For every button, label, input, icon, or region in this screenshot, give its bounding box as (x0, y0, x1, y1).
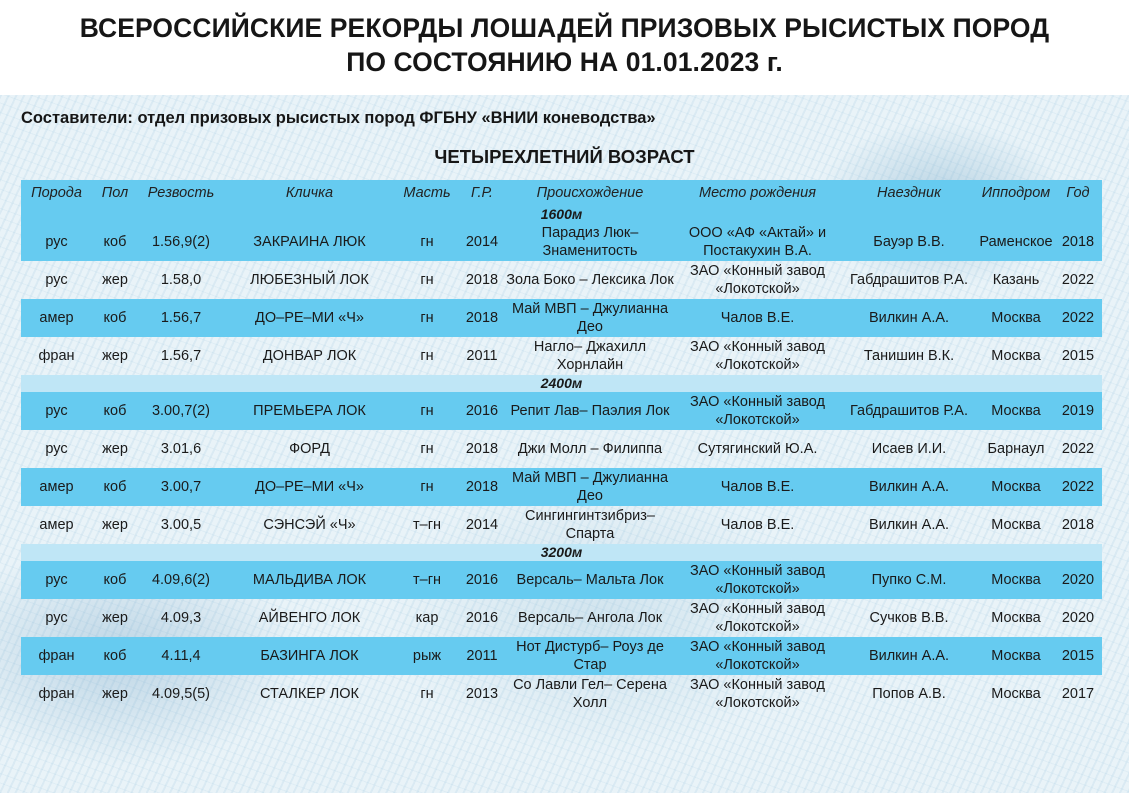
cell-hippodrome: Казань (992, 272, 1040, 288)
header-birthplace: Место рождения (675, 180, 840, 206)
cell-year: 2022 (1054, 468, 1102, 506)
cell-year: 2022 (1061, 441, 1095, 457)
cell-pedigree: Репит Лав– Паэлия Лок (505, 392, 675, 430)
cell-sex: коб (92, 299, 138, 337)
cell-name: ЛЮБЕЗНЫЙ ЛОК (250, 272, 369, 288)
cell-time: 1.56,7 (160, 348, 202, 364)
cell-birth-year: 2016 (459, 392, 505, 430)
header-color: Масть (395, 180, 459, 206)
cell-breed: фран (21, 637, 92, 675)
cell-birth-year: 2014 (459, 223, 505, 261)
cell-time: 3.00,7 (138, 468, 224, 506)
cell-birthplace: ЗАО «Конный завод «Локотской» (689, 339, 826, 373)
table-row (21, 337, 1102, 375)
cell-hippodrome: Москва (978, 561, 1054, 599)
cell-year: 2015 (1061, 348, 1095, 364)
cell-sex: жер (102, 610, 128, 626)
cell-hippodrome: Москва (991, 348, 1041, 364)
cell-time: 4.09,6(2) (138, 561, 224, 599)
table-row (21, 637, 1102, 675)
cell-name: ДО–РЕ–МИ «Ч» (224, 468, 395, 506)
table-row (21, 392, 1102, 430)
cell-birth-year: 2018 (459, 468, 505, 506)
distance-label: 3200м (21, 544, 1102, 561)
cell-breed: фран (38, 686, 75, 702)
cell-name: СТАЛКЕР ЛОК (260, 686, 359, 702)
cell-breed: рус (21, 561, 92, 599)
header-hippodrome: Ипподром (978, 180, 1054, 206)
cell-color: гн (395, 223, 459, 261)
cell-driver: Вилкин А.А. (840, 299, 978, 337)
cell-pedigree: Со Лавли Гел– Серена Холл (513, 677, 667, 711)
cell-pedigree: Джи Молл – Филиппа (517, 441, 663, 457)
cell-pedigree: Зола Боко – Лексика Лок (506, 272, 674, 288)
cell-birthplace: Чалов В.Е. (720, 517, 795, 533)
table-row (21, 468, 1102, 506)
cell-year: 2018 (1054, 223, 1102, 261)
cell-birthplace: Сутягинский Ю.А. (697, 441, 818, 457)
cell-sex: коб (92, 223, 138, 261)
cell-sex: коб (92, 392, 138, 430)
cell-name: ЗАКРАИНА ЛЮК (224, 223, 395, 261)
cell-time: 3.01,6 (160, 441, 202, 457)
cell-sex: жер (102, 686, 128, 702)
cell-hippodrome: Москва (978, 299, 1054, 337)
cell-driver: Вилкин А.А. (868, 517, 950, 533)
cell-driver: Исаев И.И. (871, 441, 947, 457)
cell-time: 1.56,9(2) (138, 223, 224, 261)
cell-breed: рус (45, 441, 68, 457)
distance-section-row (21, 206, 1102, 223)
cell-birthplace: ЗАО «Конный завод «Локотской» (689, 263, 826, 297)
cell-pedigree: Сингингинтзибриз– Спарта (525, 508, 655, 542)
cell-birth-year: 2011 (466, 348, 498, 364)
cell-name: ФОРД (289, 441, 330, 457)
cell-time: 1.56,7 (138, 299, 224, 337)
cell-driver: Габдрашитов Р.А. (840, 392, 978, 430)
cell-driver: Попов А.В. (872, 686, 946, 702)
cell-hippodrome: Москва (991, 610, 1041, 626)
cell-driver: Сучков В.В. (869, 610, 949, 626)
cell-hippodrome: Москва (991, 517, 1041, 533)
distance-label: 1600м (21, 206, 1102, 223)
cell-time: 4.09,3 (160, 610, 202, 626)
cell-year: 2020 (1061, 610, 1095, 626)
cell-hippodrome: Барнаул (987, 441, 1045, 457)
table-header-row (21, 180, 1102, 206)
records-table (21, 180, 1102, 713)
cell-pedigree: Май МВП – Джулианна Део (505, 299, 675, 337)
distance-label: 2400м (21, 375, 1102, 392)
cell-name: АЙВЕНГО ЛОК (258, 610, 361, 626)
cell-name: ДО–РЕ–МИ «Ч» (224, 299, 395, 337)
cell-name: ПРЕМЬЕРА ЛОК (224, 392, 395, 430)
cell-driver: Вилкин А.А. (840, 637, 978, 675)
cell-breed: фран (38, 348, 75, 364)
cell-color: кар (415, 610, 439, 626)
cell-color: т–гн (395, 561, 459, 599)
cell-driver: Бауэр В.В. (840, 223, 978, 261)
cell-name: МАЛЬДИВА ЛОК (224, 561, 395, 599)
cell-birth-year: 2018 (459, 299, 505, 337)
cell-birthplace: Чалов В.Е. (675, 299, 840, 337)
cell-pedigree: Нагло– Джахилл Хорнлайн (533, 339, 647, 373)
cell-year: 2022 (1054, 299, 1102, 337)
page-title-line-2: ПО СОСТОЯНИЮ НА 01.01.2023 г. (346, 47, 783, 77)
cell-year: 2015 (1054, 637, 1102, 675)
cell-time: 4.11,4 (138, 637, 224, 675)
cell-time: 3.00,7(2) (138, 392, 224, 430)
cell-sex: жер (102, 272, 128, 288)
cell-year: 2020 (1054, 561, 1102, 599)
header-driver: Наездник (840, 180, 978, 206)
cell-pedigree: Май МВП – Джулианна Део (505, 468, 675, 506)
age-group-label: ЧЕТЫРЕХЛЕТНИЙ ВОЗРАСТ (434, 146, 695, 167)
cell-sex: жер (102, 441, 128, 457)
cell-driver: Вилкин А.А. (840, 468, 978, 506)
cell-pedigree: Версаль– Мальта Лок (505, 561, 675, 599)
cell-birthplace: ООО «АФ «Актай» и Постакухин В.А. (675, 223, 840, 261)
distance-section-row (21, 544, 1102, 561)
header-time: Резвость (138, 180, 224, 206)
table-row (21, 299, 1102, 337)
header-pedigree: Происхождение (505, 180, 675, 206)
cell-birthplace: ЗАО «Конный завод «Локотской» (689, 677, 826, 711)
cell-color: гн (420, 348, 434, 364)
cell-color: т–гн (412, 517, 441, 533)
cell-birthplace: ЗАО «Конный завод «Локотской» (675, 392, 840, 430)
cell-birthplace: ЗАО «Конный завод «Локотской» (675, 561, 840, 599)
cell-sex: жер (102, 348, 128, 364)
cell-pedigree: Версаль– Ангола Лок (517, 610, 663, 626)
cell-birth-year: 2013 (465, 686, 499, 702)
cell-breed: амер (21, 468, 92, 506)
cell-breed: рус (21, 392, 92, 430)
cell-name: ДОНВАР ЛОК (262, 348, 357, 364)
cell-year: 2022 (1061, 272, 1095, 288)
cell-breed: рус (45, 610, 68, 626)
cell-birthplace: ЗАО «Конный завод «Локотской» (675, 637, 840, 675)
cell-driver: Пупко С.М. (840, 561, 978, 599)
header-name: Кличка (224, 180, 395, 206)
cell-birth-year: 2014 (465, 517, 499, 533)
cell-birth-year: 2016 (459, 561, 505, 599)
cell-hippodrome: Раменское (978, 223, 1054, 261)
cell-time: 4.09,5(5) (151, 686, 211, 702)
cell-birth-year: 2018 (465, 441, 499, 457)
cell-color: гн (420, 441, 434, 457)
cell-name: СЭНСЭЙ «Ч» (263, 517, 356, 533)
age-group-heading (0, 146, 1129, 168)
cell-birth-year: 2016 (465, 610, 499, 626)
cell-hippodrome: Москва (978, 468, 1054, 506)
cell-driver: Габдрашитов Р.А. (849, 272, 968, 288)
cell-color: гн (420, 272, 434, 288)
cell-hippodrome: Москва (978, 637, 1054, 675)
table-row (21, 675, 1102, 713)
cell-year: 2018 (1061, 517, 1095, 533)
cell-breed: амер (39, 517, 74, 533)
cell-pedigree: Нот Дистурб– Роуз де Стар (505, 637, 675, 675)
cell-color: гн (395, 392, 459, 430)
cell-birthplace: ЗАО «Конный завод «Локотской» (689, 601, 826, 635)
cell-sex: коб (92, 637, 138, 675)
page-title-line-1: ВСЕРОССИЙСКИЕ РЕКОРДЫ ЛОШАДЕЙ ПРИЗОВЫХ РЫСИСТЫХ ПОРОД (79, 13, 1050, 43)
cell-breed: рус (21, 223, 92, 261)
cell-sex: жер (102, 517, 128, 533)
table-row (21, 506, 1102, 544)
cell-sex: коб (92, 561, 138, 599)
table-row (21, 561, 1102, 599)
cell-hippodrome: Москва (978, 392, 1054, 430)
cell-time: 3.00,5 (160, 517, 202, 533)
cell-birth-year: 2018 (465, 272, 499, 288)
cell-year: 2019 (1054, 392, 1102, 430)
table-row (21, 261, 1102, 299)
cell-pedigree: Парадиз Люк– Знаменитость (505, 223, 675, 261)
cell-name: БАЗИНГА ЛОК (224, 637, 395, 675)
header-birth-year: Г.Р. (459, 180, 505, 206)
header-sex: Пол (92, 180, 138, 206)
cell-color: рыж (395, 637, 459, 675)
header-breed: Порода (21, 180, 92, 206)
cell-sex: коб (92, 468, 138, 506)
distance-section-row (21, 375, 1102, 392)
cell-breed: рус (45, 272, 68, 288)
cell-breed: амер (21, 299, 92, 337)
cell-time: 1.58,0 (160, 272, 202, 288)
cell-color: гн (420, 686, 434, 702)
cell-hippodrome: Москва (991, 686, 1041, 702)
header-year: Год (1054, 180, 1102, 206)
table-row (21, 430, 1102, 468)
cell-driver: Танишин В.К. (863, 348, 955, 364)
cell-birthplace: Чалов В.Е. (675, 468, 840, 506)
table-row (21, 599, 1102, 637)
cell-year: 2017 (1061, 686, 1095, 702)
cell-birth-year: 2011 (459, 637, 505, 675)
cell-color: гн (395, 299, 459, 337)
authors-note: Составители: отдел призовых рысистых пород ФГБНУ «ВНИИ коневодства» (21, 109, 656, 127)
cell-color: гн (395, 468, 459, 506)
table-row (21, 223, 1102, 261)
